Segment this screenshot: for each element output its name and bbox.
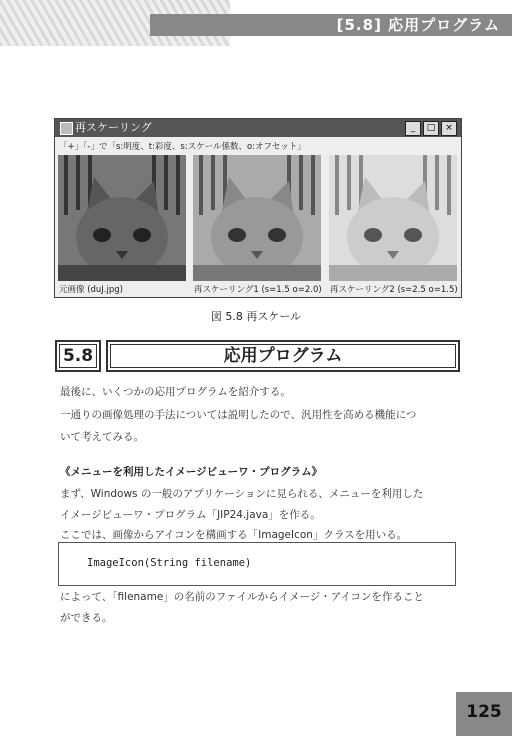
paragraph-5-line-1: によって、「filename」の名前のファイルからイメージ・アイコンを作ること [60,591,424,603]
section-number: 5.8 [55,340,101,372]
section-title-box [106,340,460,372]
maximize-button[interactable]: □ [423,121,439,136]
app-icon [60,122,73,135]
key-hint-text: 「+」「-」で「s:明度、t:彩度、s:スケール係数、o:オフセット」 [59,142,306,152]
rescaled-1-caption: 再スケーリング1 (s=1.5 o=2.0) [194,285,322,295]
page-number: 125 [466,702,502,722]
paragraph-1: 最後に、いくつかの応用プログラムを紹介する。 [60,386,291,398]
section-title: 応用プログラム [223,346,343,366]
paragraph-5-line-2: ができる。 [60,612,113,624]
page-header [0,0,512,46]
paragraph-2-line-2: いて考えてみる。 [60,431,144,443]
figure-caption: 図 5.8 再スケール [210,310,302,323]
paragraph-3-line-2: イメージビューワ・プログラム「JIP24.java」を作る。 [60,509,321,521]
window-titlebar [55,119,461,137]
original-cat-image [58,155,186,281]
subheading: 《メニューを利用したイメージビューワ・プログラム》 [60,466,323,478]
rescaled-2-caption: 再スケーリング2 (s=2.5 o=1.5) [330,285,458,295]
paragraph-4: ここでは、画像からアイコンを構画する「ImageIcon」クラスを用いる。 [60,529,408,541]
paragraph-3-line-1: まず、Windows の一般のアプリケーションに見られる、メニューを利用した [60,488,424,500]
paragraph-2-line-1: 一通りの画像処理の手法については説明したので、汎用性を高める機能につ [60,409,417,421]
running-header-title: [5.8] 応用プログラム [336,16,500,34]
code-box [58,542,456,586]
original-image-caption: 元画像 (duJ.jpg) [59,285,123,295]
code-text: ImageIcon(String filename) [87,557,252,569]
rescaled-cat-image-2 [329,155,457,281]
minimize-button[interactable]: _ [405,121,421,136]
window-title: 再スケーリング [75,121,152,134]
close-button[interactable]: × [441,121,457,136]
rescaling-window [54,118,462,298]
rescaled-cat-image-1 [193,155,321,281]
